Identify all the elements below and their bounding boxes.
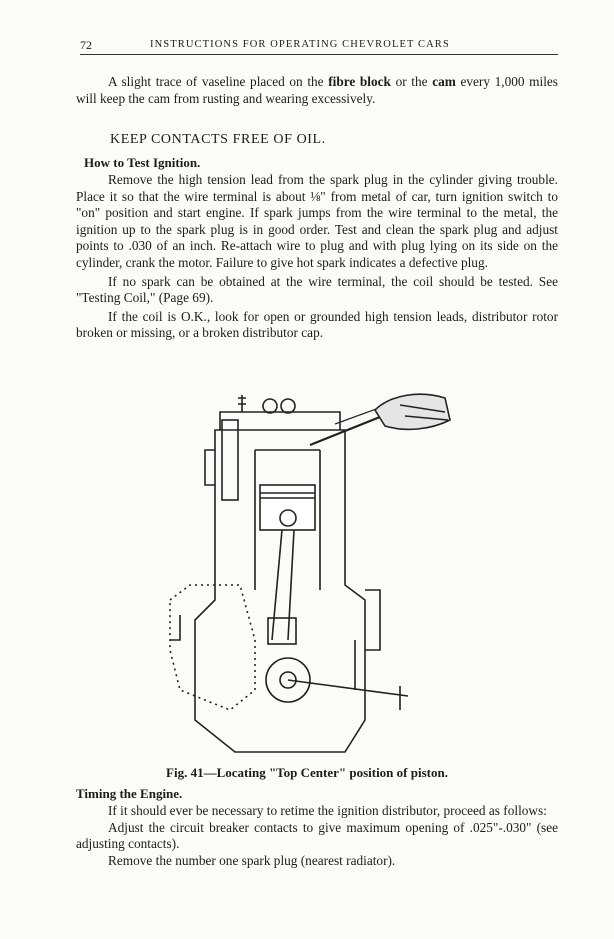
fibre-block-term: fibre block (328, 74, 391, 89)
page-header (80, 38, 558, 55)
test-ignition-paragraph-2: If no spark can be obtained at the wire terminal, the coil should be tested. See "Testing Coil," (Page 69). (76, 273, 558, 306)
page-number: 72 (80, 38, 92, 52)
running-head: INSTRUCTIONS FOR OPERATING CHEVROLET CARS (150, 39, 450, 50)
cam-term: cam (432, 74, 456, 89)
test-ignition-heading: How to Test Ignition. (84, 155, 201, 170)
caution-line: KEEP CONTACTS FREE OF OIL. (110, 132, 326, 147)
intro-text-2: or the (390, 74, 433, 89)
timing-paragraph-2: Adjust the circuit breaker contacts to give maximum opening of .025"-.030" (see adjusting contacts). (76, 819, 558, 852)
engine-cross-section-figure (160, 390, 460, 760)
figure-caption: Fig. 41—Locating "Top Center" position of piston. (166, 765, 448, 780)
timing-paragraph-1: If it should ever be necessary to retime the ignition distributor, proceed as follows: (108, 803, 547, 818)
test-ignition-paragraph-3: If the coil is O.K., look for open or grounded high tension leads, distributor rotor broken or missing, or a broken distributor cap. (76, 308, 558, 341)
intro-text-3: every 1,000 miles will keep the cam from rusting and wearing excessively. (76, 74, 558, 106)
timing-heading: Timing the Engine. (76, 786, 183, 801)
intro-text-1: A slight trace of vaseline placed on the (108, 74, 329, 89)
timing-body (76, 803, 558, 869)
test-ignition-body (76, 172, 558, 342)
intro-paragraph (76, 74, 558, 107)
timing-paragraph-3: Remove the number one spark plug (nearest radiator). (108, 852, 396, 868)
test-ignition-paragraph-1: Remove the high tension lead from the spark plug in the cylinder giving trouble. Place it so that the wire terminal is about ⅛" from metal of car, turn ignition switch to "on" position and start engine. If spark jumps from the wire terminal to the metal, the ignition up to the spark plug is in good order. Test and clean the spark plug and adjust points to .030 of an inch. Re-attach wire to plug and with plug lying on its side on the cylinder, crank the motor. Failure to give hot spark indicates a defective plug. (76, 172, 558, 270)
